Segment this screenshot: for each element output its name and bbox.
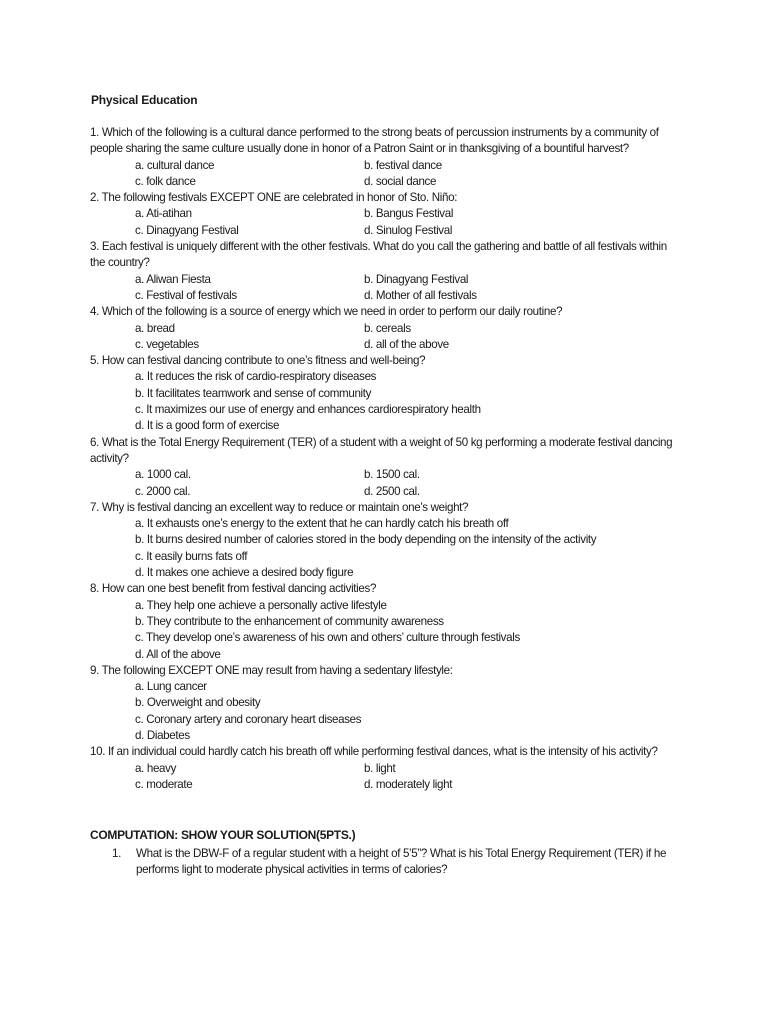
option-d: d. 2500 cal. — [364, 484, 420, 498]
option-d: d. It makes one achieve a desired body figure — [135, 566, 354, 580]
question-8 — [90, 581, 690, 662]
question-text: 10. If an individual could hardly catch his breath off while performing festival dances, what is the intensity of his activity? — [90, 745, 658, 759]
computation-item-text: What is the DBW-F of a regular student with a height of 5’5”? What is his Total Energy Requirement (TER) if he performs light to moderate physical activities in terms of calories? — [136, 847, 667, 877]
option-c: c. It maximizes our use of energy and enhances cardiorespiratory health — [135, 403, 481, 417]
question-text: 4. Which of the following is a source of energy which we need in order to perform our daily routine? — [90, 305, 563, 319]
options — [90, 158, 690, 191]
option-d: d. moderately light — [364, 777, 453, 791]
option-c: c. 2000 cal. — [135, 484, 191, 498]
options — [90, 321, 690, 354]
option-d: d. Sinulog Festival — [364, 223, 453, 237]
option-a: a. It reduces the risk of cardio-respiratory diseases — [135, 370, 377, 384]
question-text: 3. Each festival is uniquely different with the other festivals. What do you call the gathering and battle of all festivals within the country? — [90, 240, 667, 270]
option-b: b. festival dance — [364, 158, 442, 172]
option-b: b. They contribute to the enhancement of community awareness — [135, 614, 444, 628]
option-a: a. 1000 cal. — [135, 468, 191, 482]
computation-item-number: 1. — [112, 847, 121, 860]
option-d: d. Mother of all festivals — [364, 288, 477, 302]
option-b: b. It burns desired number of calories stored in the body depending on the intensity of the activity — [135, 533, 597, 547]
options — [90, 206, 690, 239]
option-d: d. All of the above — [135, 647, 221, 661]
options — [90, 369, 690, 434]
option-a: a. bread — [135, 321, 175, 335]
option-b: b. It facilitates teamwork and sense of community — [135, 386, 372, 400]
options — [90, 467, 690, 500]
option-c: c. Coronary artery and coronary heart diseases — [135, 712, 362, 726]
computation-item-1 — [90, 846, 690, 879]
option-c: c. Dinagyang Festival — [135, 223, 239, 237]
options — [90, 516, 690, 581]
option-a: a. cultural dance — [135, 158, 215, 172]
option-a: a. Ati-atihan — [135, 207, 192, 221]
option-d: d. all of the above — [364, 337, 449, 351]
option-b: b. cereals — [364, 321, 411, 335]
question-6 — [90, 435, 690, 500]
option-c: c. It easily burns fats off — [135, 549, 248, 563]
question-text: 1. Which of the following is a cultural dance performed to the strong beats of percussion instruments by a community of people sharing the same culture usually done in honor of a Patron Saint or in thanksgiving of a bountiful harvest? — [90, 126, 659, 156]
option-d: d. It is a good form of exercise — [135, 419, 280, 433]
question-text: 7. Why is festival dancing an excellent way to reduce or maintain one’s weight? — [90, 500, 469, 514]
option-c: c. folk dance — [135, 174, 196, 188]
option-b: b. Bangus Festival — [364, 207, 454, 221]
question-text: 6. What is the Total Energy Requirement (TER) of a student with a weight of 50 kg performing a moderate festival dancing activity? — [90, 435, 673, 465]
question-list — [90, 125, 690, 793]
question-text: 9. The following EXCEPT ONE may result from having a sedentary lifestyle: — [90, 663, 453, 677]
option-c: c. vegetables — [135, 337, 199, 351]
option-b: b. Overweight and obesity — [135, 696, 261, 710]
option-a: a. heavy — [135, 761, 177, 775]
question-text: 8. How can one best benefit from festival dancing activities? — [90, 582, 377, 596]
option-a: a. Aliwan Fiesta — [135, 272, 211, 286]
options — [90, 272, 690, 305]
option-c: c. They develop one’s awareness of his own and others’ culture through festivals — [135, 631, 520, 645]
options — [90, 761, 690, 794]
option-a: a. They help one achieve a personally active lifestyle — [135, 598, 387, 612]
question-10 — [90, 744, 690, 793]
question-3 — [90, 239, 690, 304]
option-b: b. 1500 cal. — [364, 468, 420, 482]
question-5 — [90, 353, 690, 434]
question-7 — [90, 500, 690, 581]
question-4 — [90, 304, 690, 353]
computation-heading: COMPUTATION: SHOW YOUR SOLUTION(5PTS.) — [90, 828, 356, 842]
option-d: d. social dance — [364, 174, 437, 188]
question-text: 2. The following festivals EXCEPT ONE are celebrated in honor of Sto. Niño: — [90, 191, 458, 205]
question-2 — [90, 190, 690, 239]
option-b: b. light — [364, 761, 396, 775]
question-text: 5. How can festival dancing contribute to one’s fitness and well-being? — [90, 354, 426, 368]
option-a: a. Lung cancer — [135, 680, 207, 694]
document-title: Physical Education — [91, 93, 198, 107]
option-c: c. Festival of festivals — [135, 288, 237, 302]
options — [90, 598, 690, 663]
question-1 — [90, 125, 690, 190]
question-9 — [90, 663, 690, 744]
option-d: d. Diabetes — [135, 728, 190, 742]
option-b: b. Dinagyang Festival — [364, 272, 469, 286]
option-c: c. moderate — [135, 777, 193, 791]
option-a: a. It exhausts one’s energy to the extent that he can hardly catch his breath off — [135, 517, 509, 531]
options — [90, 679, 690, 744]
